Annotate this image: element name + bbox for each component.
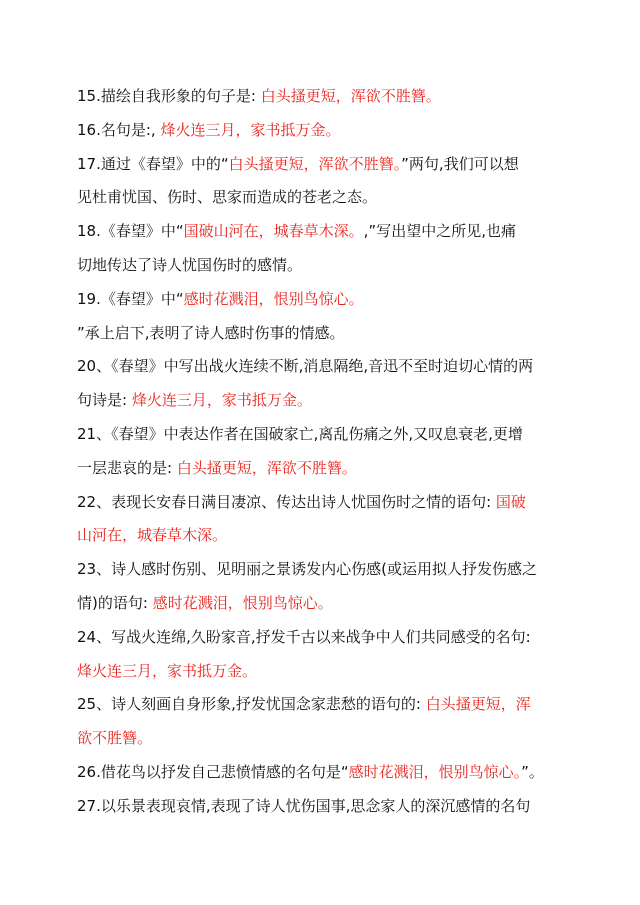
- body-text: ”。: [521, 762, 544, 781]
- text-line: [77, 185, 565, 219]
- body-text: 16.名句是:,: [77, 120, 161, 139]
- answer-text: 感时花溅泪，恨别鸟惊心。: [348, 762, 522, 781]
- body-text: ”承上启下,表明了诗人感时伤事的情感。: [77, 323, 345, 342]
- body-text: 一层悲哀的是:: [77, 458, 177, 477]
- text-line: [77, 422, 565, 456]
- answer-text: 烽火连三月，家书抵万金。: [160, 120, 341, 139]
- text-line: [77, 219, 565, 253]
- answer-text: 感时花溅泪，恨别鸟惊心。: [183, 289, 364, 308]
- body-text: 26.借花鸟以抒发自己悲愤情感的名句是“: [77, 762, 349, 781]
- text-line: [77, 118, 565, 152]
- body-text: 25、诗人刻画自身形象,抒发忧国念家悲愁的语句的:: [77, 695, 426, 714]
- body-text: ,”写出望中之所见,也痛: [363, 222, 516, 241]
- body-text: 23、诗人感时伤别、见明丽之景诱发内心伤感(或运用拟人抒发伤感之: [77, 560, 537, 579]
- answer-text: 白头搔更短，浑欲不胜簪。: [228, 154, 402, 173]
- answer-text: 白头搔更短，浑: [425, 695, 531, 714]
- text-body: [77, 84, 565, 828]
- text-line: [77, 152, 565, 186]
- text-line: [77, 354, 565, 388]
- text-line: [77, 321, 565, 355]
- answer-text: 山河在，城春草木深。: [77, 526, 228, 545]
- text-line: [77, 456, 565, 490]
- text-line: [77, 659, 565, 693]
- body-text: 24、写战火连绵,久盼家音,抒发千古以来战争中人们共同感受的名句:: [77, 627, 531, 646]
- body-text: 15.描绘自我形象的句子是:: [77, 87, 261, 105]
- body-text: 句诗是:: [77, 391, 132, 410]
- answer-text: 白头搔更短，浑欲不胜簪。: [260, 87, 441, 105]
- answer-text: 白头搔更短，浑欲不胜簪。: [176, 458, 357, 477]
- body-text: 20、《春望》中写出战火连续不断,消息隔绝,音迅不至时迫切心情的两: [77, 357, 534, 376]
- answer-text: 欲不胜簪。: [77, 729, 153, 748]
- body-text: 22、表现长安春日满目凄凉、传达出诗人忧国伤时之情的语句:: [77, 492, 496, 511]
- text-line: [77, 84, 565, 118]
- text-line: [77, 726, 565, 760]
- answer-text: 国破山河在，城春草木深。: [183, 222, 364, 241]
- text-line: [77, 760, 565, 794]
- text-line: [77, 490, 565, 524]
- body-text: 17.通过《春望》中的“: [77, 154, 229, 173]
- body-text: 21、《春望》中表达作者在国破家亡,离乱伤痛之外,又叹息衰老,更增: [77, 424, 523, 443]
- answer-text: 感时花溅泪，恨别鸟惊心。: [152, 593, 333, 612]
- answer-text: 国破: [495, 492, 526, 511]
- body-text: 切地传达了诗人忧国伤时的感情。: [77, 255, 303, 274]
- body-text: 见杜甫忧国、伤时、思家而造成的苍老之态。: [77, 188, 378, 207]
- text-line: [77, 388, 565, 422]
- text-line: [77, 523, 565, 557]
- body-text: 27.以乐景表现哀情,表现了诗人忧伤国事,思念家人的深沉感情的名句: [77, 796, 531, 815]
- body-text: ”两句,我们可以想: [401, 154, 519, 173]
- answer-text: 烽火连三月，家书抵万金。: [131, 391, 312, 410]
- text-line: [77, 692, 565, 726]
- body-text: 19.《春望》中“: [77, 289, 184, 308]
- text-line: [77, 625, 565, 659]
- answer-text: 烽火连三月，家书抵万金。: [77, 661, 258, 680]
- body-text: 情)的语句:: [77, 593, 153, 612]
- text-line: [77, 253, 565, 287]
- text-line: [77, 557, 565, 591]
- text-line: [77, 287, 565, 321]
- text-line: [77, 794, 565, 828]
- text-line: [77, 591, 565, 625]
- body-text: 18.《春望》中“: [77, 222, 184, 241]
